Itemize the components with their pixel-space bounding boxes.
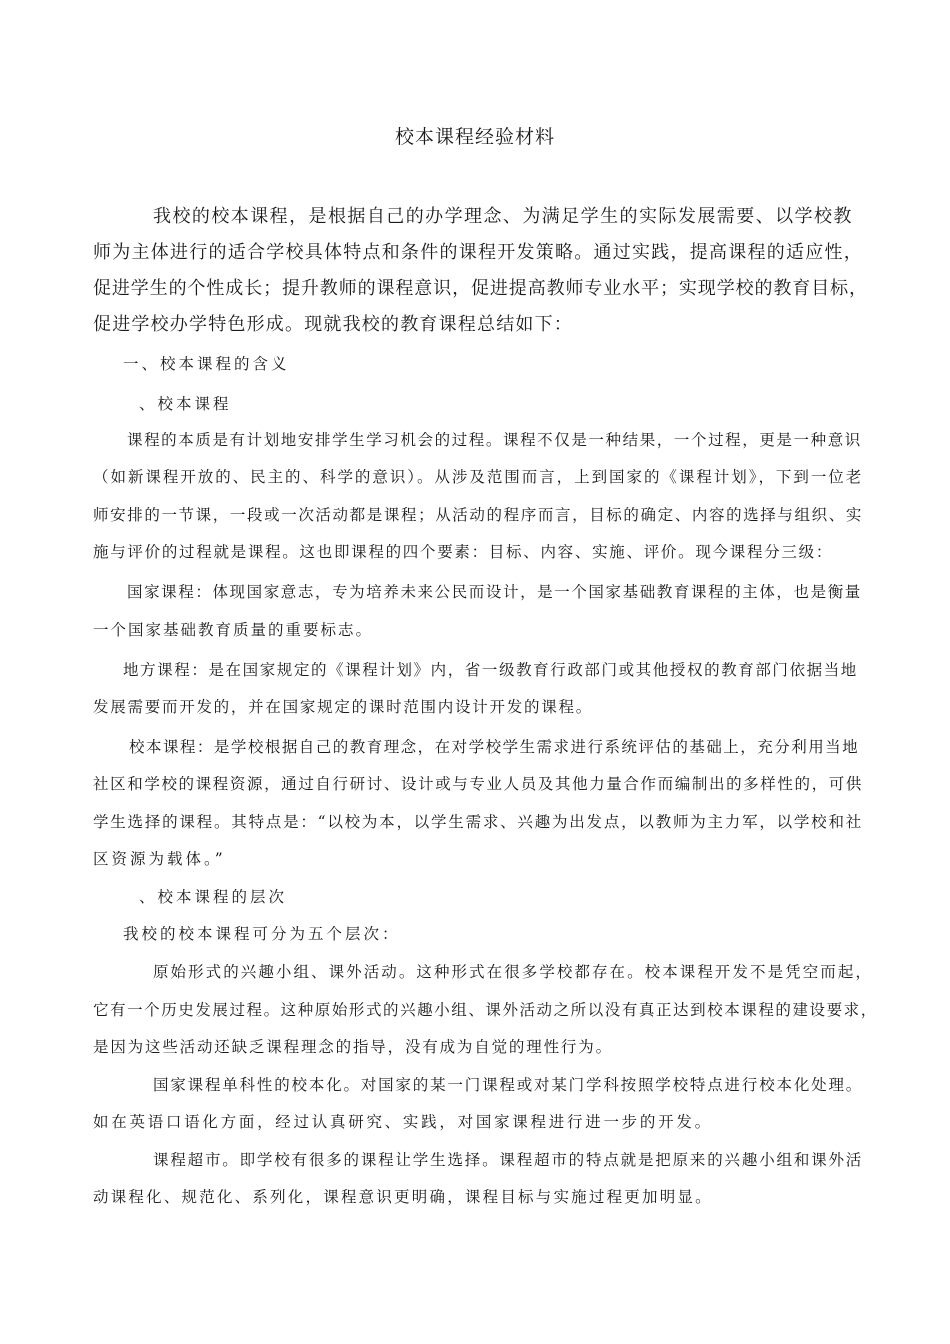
paragraph-line-p5a: 校本课程：是学校根据自己的教育理念，在对学校学生需求进行系统评估的基础上，充分利用当地 [129,738,859,756]
paragraph-line-p8b: 如在英语口语化方面，经过认真研究、实践，对国家课程进行进一步的开发。 [93,1113,713,1131]
paragraph-line-p5c: 学生选择的课程。其特点是：“以校为本，以学生需求、兴趣为出发点，以教师为主力军，以学校和社 [93,813,863,831]
paragraph-line-p3b: 一个国家基础教育质量的重要标志。 [93,621,373,639]
paragraph-line-p7a: 原始形式的兴趣小组、课外活动。这种形式在很多学校都存在。校本课程开发不是凭空而起， [153,963,873,981]
paragraph-line-p1c: 促进学生的个性成长；提升教师的课程意识，促进提高教师专业水平；实现学校的教育目标， [93,278,868,299]
paragraph-line-p7c: 是因为这些活动还缺乏课程理念的指导，没有成为自觉的理性行为。 [93,1038,613,1056]
section-heading-h3: 、校本课程的层次 [139,888,288,906]
section-heading-h1: 一、校本课程的含义 [123,355,290,373]
paragraph-line-p2a: 课程的本质是有计划地安排学生学习机会的过程。课程不仅是一种结果，一个过程，更是一种意识 [127,431,862,449]
paragraph-line-p2c: 师安排的一节课，一段或一次活动都是课程；从活动的程序而言，目标的确定、内容的选择与组织、实 [93,506,863,524]
paragraph-line-p9b: 动课程化、规范化、系列化，课程意识更明确，课程目标与实施过程更加明显。 [93,1188,713,1206]
paragraph-line-p8a: 国家课程单科性的校本化。对国家的某一门课程或对某门学科按照学校特点进行校本化处理。 [153,1076,863,1094]
document-title: 校本课程经验材料 [394,126,555,148]
paragraph-line-p1d: 促进学校办学特色形成。现就我校的教育课程总结如下： [93,314,573,335]
paragraph-line-p6: 我校的校本课程可分为五个层次： [123,925,401,943]
paragraph-line-p1b: 师为主体进行的适合学校具体特点和条件的课程开发策略。通过实践，提高课程的适应性， [93,242,863,263]
paragraph-line-p1a: 我校的校本课程，是根据自己的办学理念、为满足学生的实际发展需要、以学校教 [153,206,853,227]
paragraph-line-p2d: 施与评价的过程就是课程。这也即课程的四个要素：目标、内容、实施、评价。现今课程分三级： [93,543,833,561]
section-heading-h2: 、校本课程 [139,395,232,413]
paragraph-line-p2b: （如新课程开放的、民主的、科学的意识）。从涉及范围而言，上到国家的《课程计划》，下到一位老 [93,468,863,486]
paragraph-line-p3a: 国家课程：体现国家意志，专为培养未来公民而设计，是一个国家基础教育课程的主体，也是衡量 [127,583,862,601]
paragraph-line-p4b: 发展需要而开发的，并在国家规定的课时范围内设计开发的课程。 [93,698,593,716]
paragraph-line-p9a: 课程超市。即学校有很多的课程让学生选择。课程超市的特点就是把原来的兴趣小组和课外活 [153,1151,863,1169]
paragraph-line-p4a: 地方课程：是在国家规定的《课程计划》内，省一级教育行政部门或其他授权的教育部门依据当地 [123,661,858,679]
paragraph-line-p5b: 社区和学校的课程资源，通过自行研讨、设计或与专业人员及其他力量合作而编制出的多样性的，可供 [93,775,863,793]
paragraph-line-p5d: 区资源为载体。” [93,850,226,868]
paragraph-line-p7b: 它有一个历史发展过程。这种原始形式的兴趣小组、课外活动之所以没有真正达到校本课程的建设要求， [93,1001,878,1019]
